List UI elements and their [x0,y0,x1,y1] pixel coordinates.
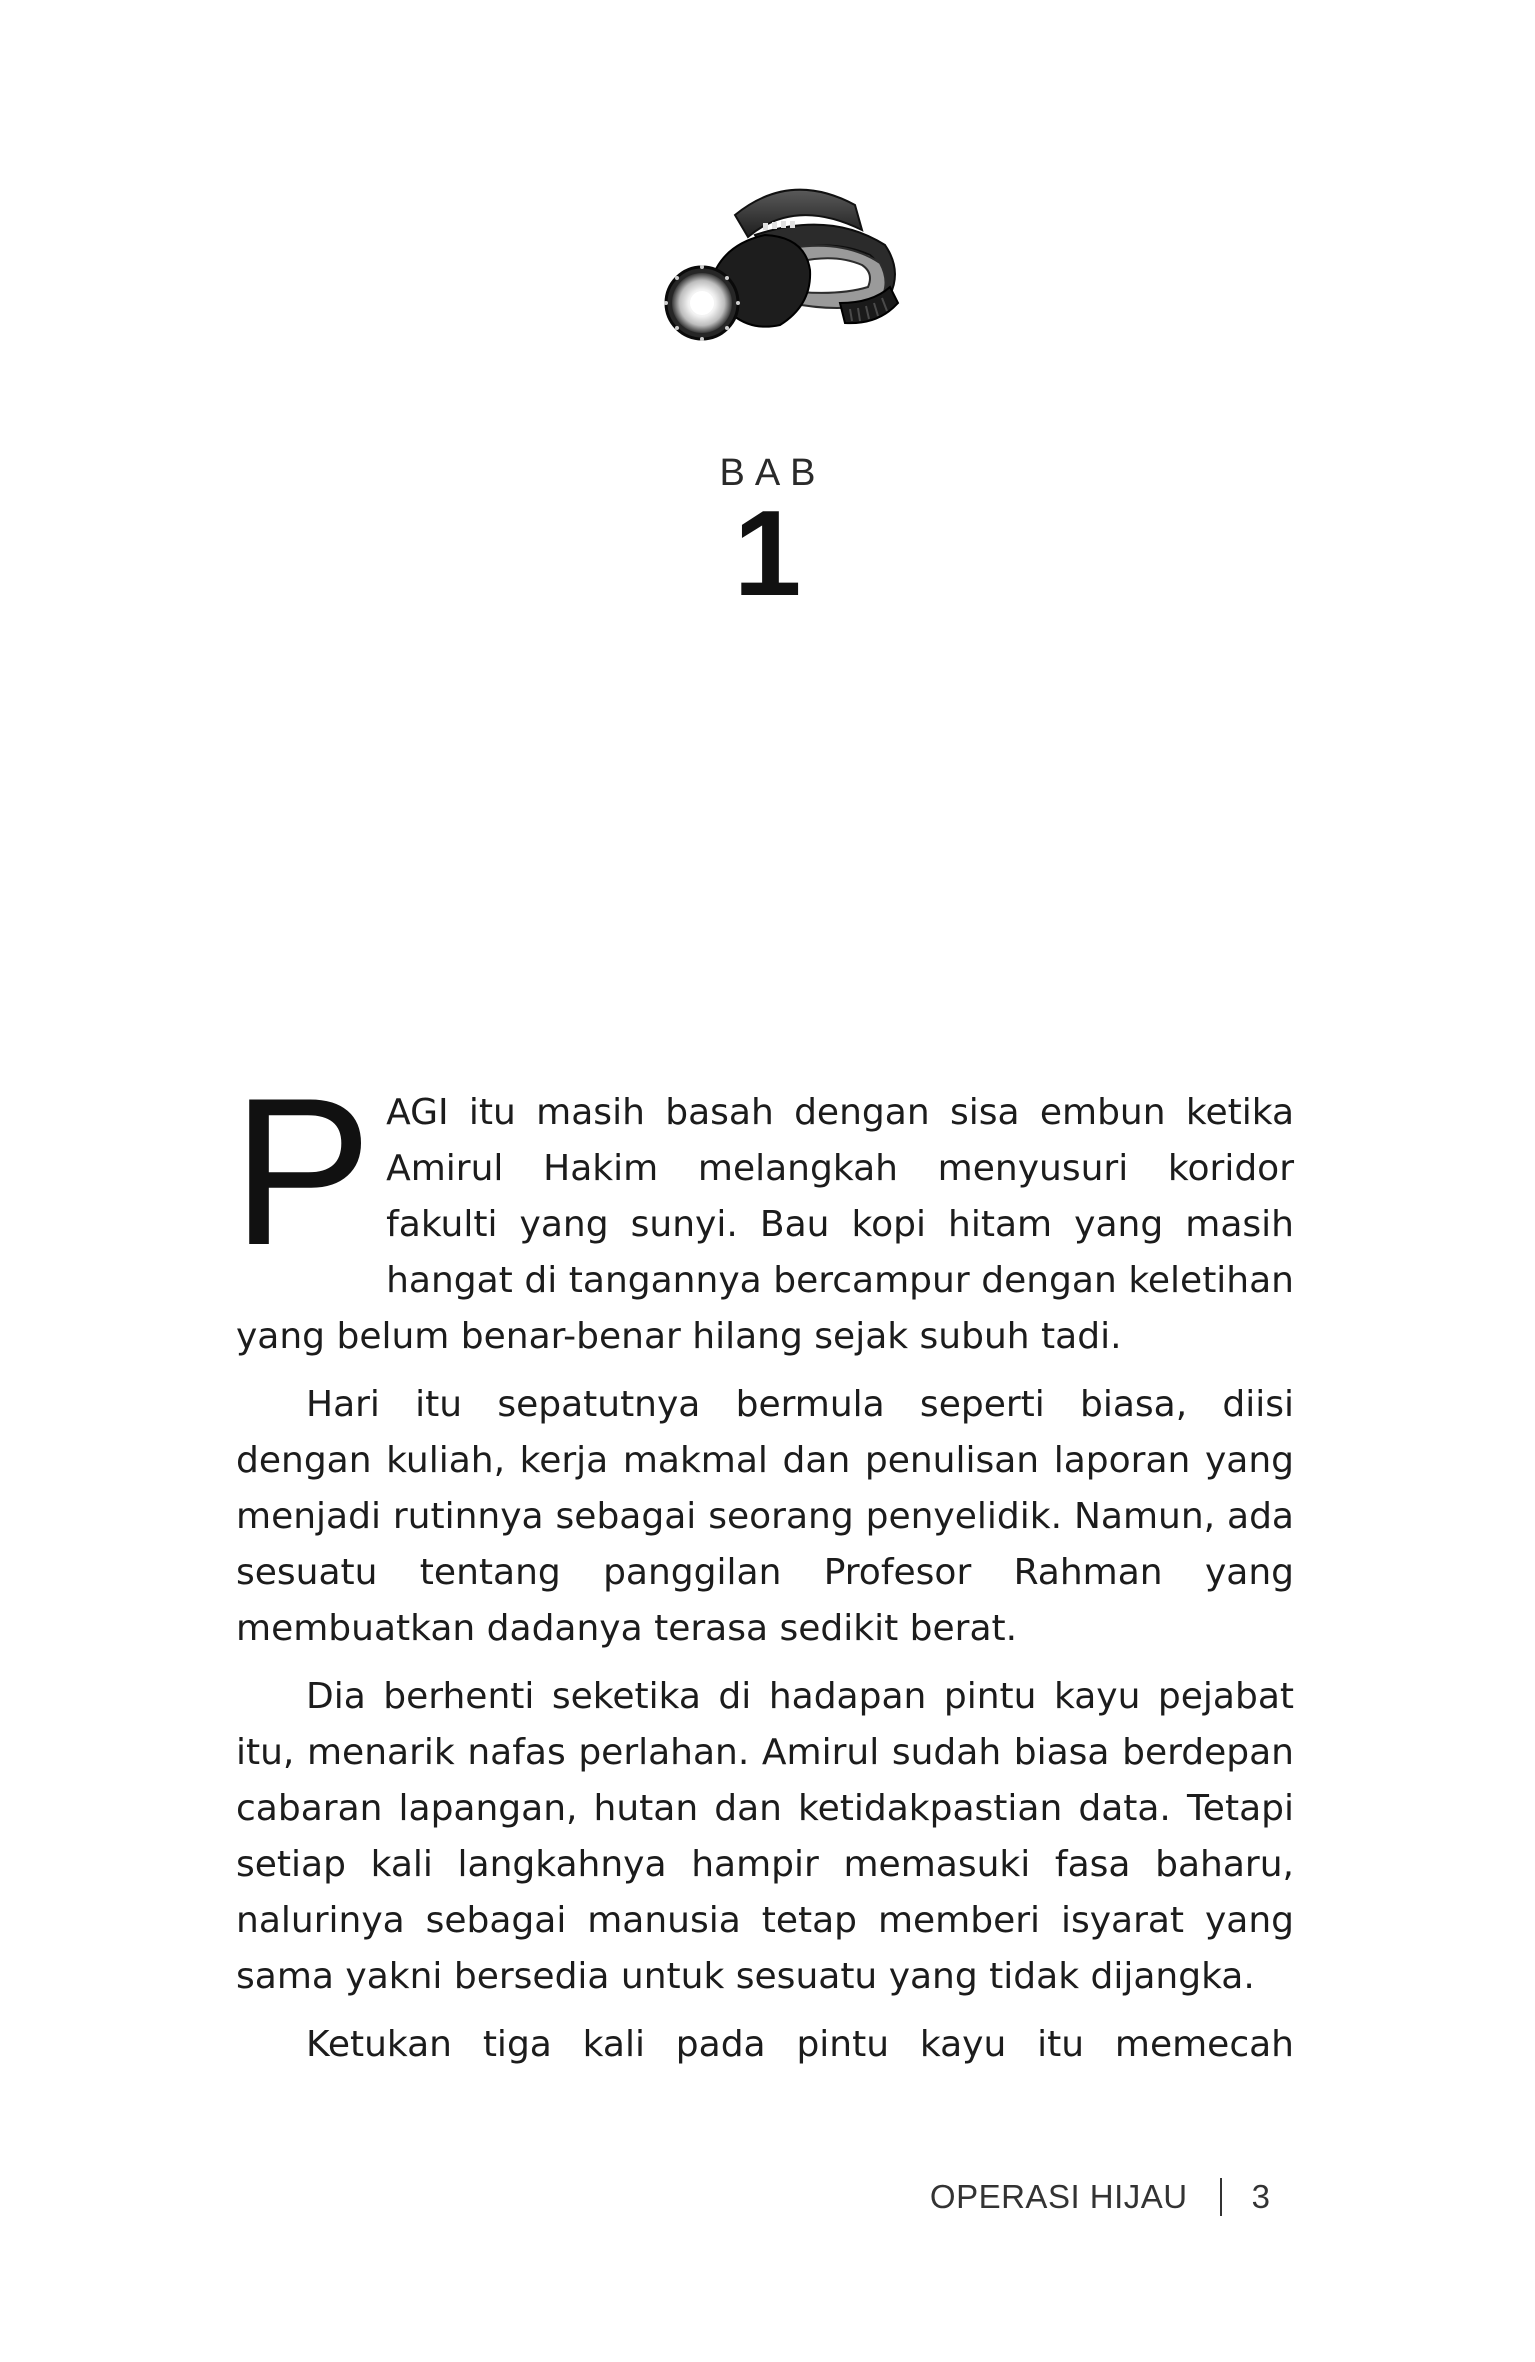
paragraph-4: Ketukan tiga kali pada pintu kayu itu memecah [306,2024,1294,2065]
drop-cap: P [232,1054,373,1289]
paragraph-1-text: AGI itu masih basah dengan sisa embun ketika Amirul Hakim melangkah menyusuri koridor fakulti yang sunyi. Bau kopi hitam yang masih hangat di tangannya bercampur dengan keletihan yang belum benar-benar hilang sejak subuh tadi. [236,1092,1294,1357]
page-number: 3 [1251,2178,1270,2215]
page-footer [930,2178,1270,2216]
paragraph-3: Dia berhenti seketika di hadapan pintu kayu pejabat itu, menarik nafas perlahan. Amirul sudah biasa berdepan cabaran lapangan, hutan dan ketidakpastian data. Tetapi setiap kali langkahnya hampir memasuki fasa baharu, nalurinya sebagai manusia tetap memberi isyarat yang sama yakni bersedia untuk sesuatu yang tidak dijangka. [236,1676,1294,1997]
chapter-number: 1 [733,485,802,621]
footer-divider [1220,2178,1222,2216]
running-title: OPERASI HIJAU [929,2178,1188,2215]
chapter-label: BAB [719,452,826,494]
paragraph-1 [232,1054,1294,1365]
headlamp-icon [640,175,920,375]
paragraph-2: Hari itu sepatutnya bermula seperti biasa, diisi dengan kuliah, kerja makmal dan penulisan laporan yang menjadi rutinnya sebagai seorang penyelidik. Namun, ada sesuatu tentang panggilan Profesor Rahman yang membuatkan dadanya terasa sedikit berat. [236,1384,1294,1649]
chapter-body [232,1054,1294,2085]
